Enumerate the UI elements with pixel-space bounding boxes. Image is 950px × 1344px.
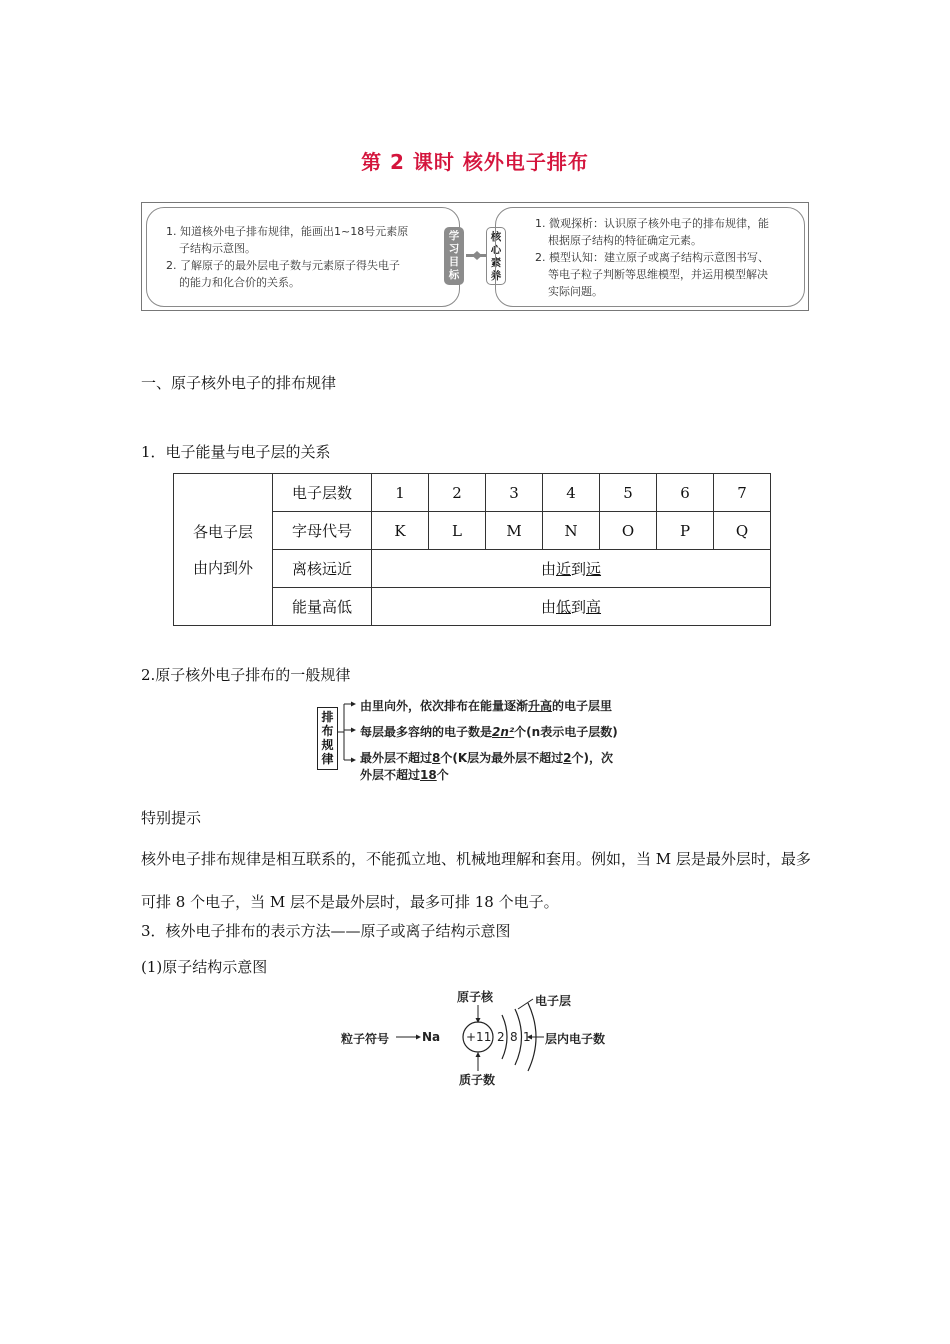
side-label-line: 由内到外 xyxy=(192,558,253,577)
rule-text: 最外层不超过 xyxy=(360,751,433,765)
electrons-label: 层内电子数 xyxy=(545,1032,606,1046)
rule-3 xyxy=(360,749,613,766)
energy-layer-table xyxy=(173,473,771,626)
energy-high: 高 xyxy=(586,598,602,616)
energy-low: 低 xyxy=(555,598,571,616)
atomic-structure-diagram xyxy=(330,985,630,1090)
symbol-label: 粒子符号 xyxy=(341,1032,390,1046)
core-line: 等电子粒子判断等思维模型，并运用模型解决 xyxy=(548,268,768,281)
core-line: 2. 模型认知：建立原子或离子结构示意图书写、 xyxy=(535,251,769,264)
rules-bracket xyxy=(336,700,356,770)
letter-cell: K xyxy=(372,512,429,550)
rule-blank: 2 xyxy=(563,751,572,765)
layer-number-cell: 4 xyxy=(543,474,600,512)
layer-number-cell: 7 xyxy=(714,474,771,512)
particle-symbol: Na xyxy=(422,1030,441,1044)
layer-number-cell: 1 xyxy=(372,474,429,512)
layer-number-cell: 2 xyxy=(429,474,486,512)
electron-count: 2 xyxy=(497,1030,505,1044)
rules-label-box xyxy=(317,707,338,770)
rule-text: 个(n表示电子层数) xyxy=(514,725,618,739)
page-title: 第 2 课时 核外电子排布 xyxy=(361,150,589,174)
layer-number-cell: 5 xyxy=(600,474,657,512)
row-label: 离核远近 xyxy=(273,550,372,588)
rule-text: 的电子层里 xyxy=(552,699,613,713)
subsection-heading: (1)原子结构示意图 xyxy=(141,958,268,976)
rule-text: 个)，次 xyxy=(571,751,614,765)
letter-cell: L xyxy=(429,512,486,550)
row-label: 电子层数 xyxy=(273,474,372,512)
core-competency-text xyxy=(535,215,800,300)
row-label: 能量高低 xyxy=(273,588,372,626)
rule-blank: 8 xyxy=(432,751,441,765)
nucleus-label: 原子核 xyxy=(457,990,494,1004)
goal-line: 1. 知道核外电子排布规律，能画出1~18号元素原 xyxy=(166,225,409,238)
shell-label: 电子层 xyxy=(535,994,572,1008)
rule-text: 由里向外，依次排布在能量逐渐 xyxy=(360,699,529,713)
distance-text: 由 xyxy=(540,560,556,578)
learning-goals-label: 学习目标 xyxy=(448,230,460,281)
distance-cell xyxy=(372,550,771,588)
note-heading: 特别提示 xyxy=(141,809,202,827)
rule-blank: 2n² xyxy=(492,725,515,739)
core-line: 1. 微观探析：认识原子核外电子的排布规律，能 xyxy=(535,217,769,230)
connector-icon xyxy=(466,250,488,261)
layer-number-cell: 6 xyxy=(657,474,714,512)
rule-2 xyxy=(360,723,618,740)
letter-cell: Q xyxy=(714,512,771,550)
letter-cell: O xyxy=(600,512,657,550)
protons-label: 质子数 xyxy=(459,1073,496,1087)
row-label: 字母代号 xyxy=(273,512,372,550)
section-heading: 一、原子核外电子的排布规律 xyxy=(141,374,337,392)
subsection-heading: 3．核外电子排布的表示方法——原子或离子结构示意图 xyxy=(141,922,511,940)
layer-number-cell: 3 xyxy=(486,474,543,512)
side-label-line: 各电子层 xyxy=(192,522,253,541)
energy-text: 到 xyxy=(571,598,587,616)
distance-far: 远 xyxy=(586,560,602,578)
letter-cell: M xyxy=(486,512,543,550)
energy-cell xyxy=(372,588,771,626)
rule-text: 外层不超过 xyxy=(360,768,421,782)
letter-cell: N xyxy=(543,512,600,550)
rules-label: 排布规律 xyxy=(321,710,334,766)
learning-goals-text xyxy=(166,223,456,291)
electron-count: 8 xyxy=(510,1030,518,1044)
core-competency-label: 核心素养 xyxy=(490,231,502,282)
distance-near: 近 xyxy=(555,560,571,578)
energy-text: 由 xyxy=(540,598,556,616)
side-label-cell xyxy=(174,474,273,626)
distance-text: 到 xyxy=(571,560,587,578)
learning-goals-tag xyxy=(444,227,464,285)
rule-text: 每层最多容纳的电子数是 xyxy=(360,725,493,739)
core-line: 根据原子结构的特征确定元素。 xyxy=(548,234,702,247)
rule-3-continued xyxy=(360,766,449,783)
rule-1 xyxy=(360,697,612,714)
rule-text: 个 xyxy=(436,768,449,782)
goal-line: 2. 了解原子的最外层电子数与元素原子得失电子 xyxy=(166,259,400,272)
rule-text: 个(K层为最外层不超过 xyxy=(440,751,564,765)
rule-blank: 升高 xyxy=(528,699,553,713)
electron-count: 1 xyxy=(523,1030,531,1044)
goal-line: 子结构示意图。 xyxy=(179,242,256,255)
note-text: 核外电子排布规律是相互联系的，不能孤立地、机械地理解和套用。例如，当 M 层是最外层时，最多可排 8 个电子，当 M 层不是最外层时，最多可排 18 个电子。 xyxy=(141,850,811,911)
nucleus-charge: +11 xyxy=(466,1030,492,1044)
rule-blank: 18 xyxy=(420,768,437,782)
subsection-heading: 1．电子能量与电子层的关系 xyxy=(141,443,331,461)
core-line: 实际问题。 xyxy=(548,285,603,298)
subsection-heading: 2.原子核外电子排布的一般规律 xyxy=(141,666,351,684)
letter-cell: P xyxy=(657,512,714,550)
goal-line: 的能力和化合价的关系。 xyxy=(179,276,300,289)
